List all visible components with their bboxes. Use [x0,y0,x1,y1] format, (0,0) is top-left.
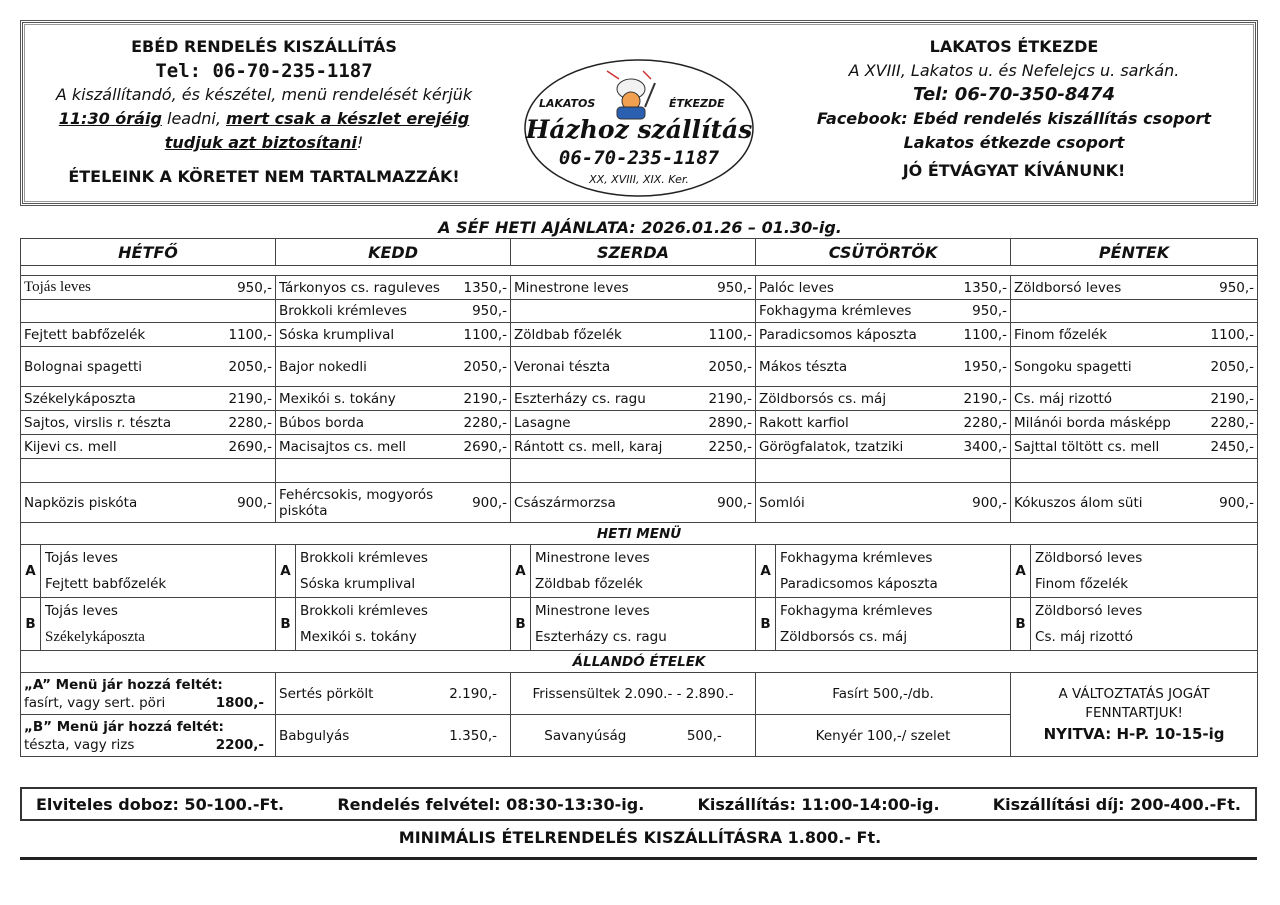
order-guarantee-end: ! [356,133,364,152]
dish-name: Lasagne [514,414,571,431]
menu-cell [1011,323,1258,347]
dish-price: 950,- [972,303,1008,319]
menu-cell [1011,435,1258,459]
dish-name: Sóska krumplival [279,326,395,343]
menu-row [21,411,1258,435]
permanent-item [756,673,1011,715]
order-hours: Rendelés felvétel: 08:30-13:30-ig. [337,794,645,814]
menu-cell [21,483,276,523]
menu-cell [511,459,756,483]
weekly-menu-cell [296,598,511,651]
menu-cell [1011,387,1258,411]
order-guarantee-line [29,131,499,155]
menu-cell [511,387,756,411]
menu-main: Cs. máj rizottó [1035,629,1134,645]
menu-main: Finom főzelék [1035,576,1129,592]
permanent-menu-desc: fasírt, vagy sert. pöri [24,694,166,711]
notice-cell [1011,673,1258,757]
menu-main: Eszterházy cs. ragu [535,629,667,645]
dish-price: 1950,- [963,358,1008,375]
dish-name: Songoku spagetti [1014,358,1132,375]
menu-soup: Fokhagyma krémleves [780,550,933,566]
header-left [29,35,499,189]
permanent-item [511,715,756,757]
weekly-menu-cell [41,598,276,651]
menu-soup: Minestrone leves [535,603,650,619]
menu-soup: Fokhagyma krémleves [780,603,933,619]
menu-row [21,276,1258,300]
dish-price: 900,- [1219,494,1255,511]
menu-main: Mexikói s. tokány [300,629,417,645]
permanent-item-name: Sertés pörkölt [279,685,374,702]
menu-cell [1011,483,1258,523]
permanent-item [276,715,511,757]
menu-cell [511,435,756,459]
menu-cell [276,276,511,300]
weekly-menu-a-row [21,545,1258,598]
permanent-menu-price: 2200,- [215,736,265,753]
minimum-order: MINIMÁLIS ÉTELRENDELÉS KISZÁLLÍTÁSRA 1.800.- Ft. [398,828,882,847]
permanent-row [21,673,1258,715]
dish-price: 2890,- [708,414,753,431]
menu-cell [21,323,276,347]
dish-name: Fehércsokis, mogyorós piskóta [279,486,434,519]
menu-cell [1011,300,1258,323]
dish-name: Zöldborsós cs. máj [759,390,887,407]
day-header: HÉTFŐ [21,239,276,266]
dish-name: Minestrone leves [514,279,629,296]
dish-price: 2190,- [463,390,508,407]
takeaway-box-price: Elviteles doboz: 50-100.-Ft. [36,794,285,814]
dish-name: Tojás leves [24,279,91,295]
dish-price: 1350,- [963,279,1008,296]
chef-icon [607,71,655,119]
menu-cell [756,483,1011,523]
dish-price: 1100,- [963,326,1008,343]
dish-name: Búbos borda [279,414,364,431]
menu-cell [1011,347,1258,387]
weekly-menu-cell [531,598,756,651]
dish-price: 2280,- [463,414,508,431]
dish-name: Paradicsomos káposzta [759,326,917,343]
menu-main: Fejtett babfőzelék [45,576,167,592]
dish-price: 2190,- [1210,390,1255,407]
dish-name: Tárkonyos cs. raguleves [279,279,440,296]
menu-letter: A [511,545,531,598]
menu-cell [276,323,511,347]
notice-line2: FENNTARTJUK! [1085,704,1183,721]
menu-cell [756,276,1011,300]
dish-price: 3400,- [963,438,1008,455]
menu-cell [511,483,756,523]
dish-price: 2280,- [963,414,1008,431]
menu-soup: Zöldborsó leves [1035,550,1143,566]
weekly-menu-b-row [21,598,1258,651]
menu-cell [756,300,1011,323]
header-box [20,20,1258,206]
footer-divider [20,857,1257,860]
permanent-header-label: ÁLLANDÓ ÉTELEK [21,651,1258,673]
logo-phone: 06-70-235-1187 [558,147,720,169]
menu-main: Zöldbab főzelék [535,576,643,592]
order-deadline-mid: leadni, [161,109,226,128]
dish-name: Veronai tészta [514,358,611,375]
menu-letter: B [21,598,41,651]
permanent-item-name: Savanyúság [544,727,627,744]
dish-name: Fokhagyma krémleves [759,303,912,319]
dish-price: 950,- [472,303,508,319]
permanent-item-name: Frissensültek 2.090.- - 2.890.- [532,685,734,702]
menu-cell [511,300,756,323]
dish-price: 950,- [237,279,273,296]
day-header: SZERDA [511,239,756,266]
dish-name: Rakott karfiol [759,414,849,431]
menu-letter: B [511,598,531,651]
menu-cell [1011,459,1258,483]
permanent-menu-price: 1800,- [215,694,265,711]
menu-soup: Minestrone leves [535,550,650,566]
menu-cell [276,483,511,523]
menu-main: Paradicsomos káposzta [780,576,938,592]
order-delivery-title: EBÉD RENDELÉS KISZÁLLÍTÁS [131,37,397,56]
order-note-line: A kiszállítandó, és készétel, menü rendelését kérjük [55,85,473,104]
dish-price: 950,- [717,279,753,296]
permanent-item [756,715,1011,757]
menu-cell [21,276,276,300]
dish-price: 2280,- [1210,414,1255,431]
dish-price: 2690,- [228,438,273,455]
menu-letter: B [276,598,296,651]
menu-cell [756,347,1011,387]
delivery-fee: Kiszállítási díj: 200-400.-Ft. [992,794,1241,814]
weekly-menu-cell [776,598,1011,651]
weekly-menu-header-label: HETI MENÜ [21,523,1258,545]
restaurant-address: A XVIII, Lakatos u. és Nefelejcs u. sarkán. [848,61,1180,80]
menu-cell [21,459,276,483]
day-header: KEDD [276,239,511,266]
menu-cell [511,323,756,347]
dish-name: Mexikói s. tokány [279,390,396,407]
menu-cell [276,300,511,323]
dish-price: 2280,- [228,414,273,431]
menu-soup: Brokkoli krémleves [300,550,428,566]
menu-cell [1011,276,1258,300]
menu-letter: A [276,545,296,598]
menu-cell [276,387,511,411]
dish-price: 900,- [972,494,1008,511]
weekly-menu-table [20,238,1258,757]
dish-price: 1100,- [1210,326,1255,343]
dish-name: Sajttal töltött cs. mell [1014,438,1160,455]
permanent-menu-title: „B” Menü jár hozzá feltét: [24,718,224,735]
menu-row [21,387,1258,411]
permanent-item [511,673,756,715]
dish-name: Kijevi cs. mell [24,438,117,455]
restaurant-group: Lakatos étkezde csoport [903,133,1125,152]
dish-price: 900,- [717,494,753,511]
menu-row [21,300,1258,323]
permanent-item-price: 2.190,- [449,685,498,702]
dish-price: 2450,- [1210,438,1255,455]
logo-word-right: ÉTKEZDE [669,97,725,110]
dish-price: 1100,- [708,326,753,343]
weekly-menu-cell [776,545,1011,598]
spacer-row [21,266,1258,276]
dish-name: Zöldbab főzelék [514,326,622,343]
dish-name: Napközis piskóta [24,494,138,511]
logo-title: Házhoz szállítás [525,115,753,144]
weekly-menu-cell [296,545,511,598]
menu-cell [276,435,511,459]
dish-price: 2250,- [708,438,753,455]
menu-cell [21,411,276,435]
dish-price: 1100,- [228,326,273,343]
weekly-menu-cell [1031,545,1258,598]
menu-cell [21,387,276,411]
dish-name: Rántott cs. mell, karaj [514,438,663,455]
dish-price: 1100,- [463,326,508,343]
weekly-menu-header [21,523,1258,545]
menu-letter: A [21,545,41,598]
weekly-offer-title: A SÉF HETI AJÁNLATA: 2026.01.26 – 01.30-ig. [438,218,842,237]
permanent-menu-cell [21,673,276,715]
dish-price: 900,- [472,494,508,511]
dish-name: Fejtett babfőzelék [24,326,146,343]
menu-cell [756,387,1011,411]
dish-price: 950,- [1219,279,1255,296]
opening-hours: NYITVA: H-P. 10-15-ig [1043,724,1225,743]
permanent-menu-cell [21,715,276,757]
dish-price: 2050,- [463,358,508,375]
menu-main: Sóska krumplival [300,576,416,592]
menu-cell [511,347,756,387]
dish-name: Sajtos, virslis r. tészta [24,414,172,431]
restaurant-phone: Tel: 06-70-350-8474 [913,84,1115,105]
menu-main: Zöldborsós cs. máj [780,629,908,645]
menu-letter: A [756,545,776,598]
delivery-hours: Kiszállítás: 11:00-14:00-ig. [697,794,940,814]
weekly-menu-cell [1031,598,1258,651]
menu-row [21,483,1258,523]
order-guarantee: tudjuk azt biztosítani [164,133,357,152]
menu-cell [511,276,756,300]
dish-name: Bajor nokedli [279,358,367,375]
menu-cell [21,300,276,323]
dish-name: Eszterházy cs. ragu [514,390,646,407]
menu-cell [276,347,511,387]
dish-name: Finom főzelék [1014,326,1108,343]
permanent-item-name: Babgulyás [279,727,350,744]
permanent-item-price: 500,- [686,727,722,744]
order-deadline: 11:30 óráig [58,109,162,128]
menu-letter: B [756,598,776,651]
dish-name: Mákos tészta [759,358,848,375]
dish-price: 2690,- [463,438,508,455]
menu-cell [1011,411,1258,435]
dish-name: Zöldborsó leves [1014,279,1122,296]
footer-info-box [20,787,1257,821]
dish-name: Brokkoli krémleves [279,303,407,319]
permanent-menu-desc: tészta, vagy rizs [24,736,135,753]
menu-row [21,459,1258,483]
permanent-item-price: 1.350,- [449,727,498,744]
dish-price: 2050,- [228,358,273,375]
order-stock-note: mert csak a készlet erejéig [226,109,470,128]
permanent-header [21,651,1258,673]
facebook-group: Facebook: Ebéd rendelés kiszállítás csoport [816,109,1212,128]
dish-price: 1350,- [463,279,508,296]
menu-row [21,347,1258,387]
notice-line1: A VÁLTOZTATÁS JOGÁT [1058,685,1210,702]
restaurant-name: LAKATOS ÉTKEZDE [929,37,1099,56]
menu-soup: Brokkoli krémleves [300,603,428,619]
permanent-item-name: Fasírt 500,-/db. [832,685,934,702]
dish-price: 2190,- [228,390,273,407]
dish-name: Bolognai spagetti [24,358,143,375]
day-header: CSÜTÖRTÖK [756,239,1011,266]
menu-cell [756,435,1011,459]
menu-row [21,435,1258,459]
menu-cell [511,411,756,435]
order-deadline-line [29,107,499,131]
permanent-item-name: Kenyér 100,-/ szelet [815,727,951,744]
dish-price: 2050,- [1210,358,1255,375]
dish-name: Görögfalatok, tzatziki [759,438,904,455]
menu-letter: A [1011,545,1031,598]
menu-cell [756,323,1011,347]
menu-cell [276,459,511,483]
header-right [779,35,1249,183]
menu-cell [756,411,1011,435]
dish-name: Székelykáposzta [24,390,136,407]
menu-main: Székelykáposzta [45,629,145,645]
dish-price: 2190,- [963,390,1008,407]
menu-letter: B [1011,598,1031,651]
menu-cell [21,347,276,387]
day-header-row [21,239,1258,266]
dish-price: 2050,- [708,358,753,375]
order-phone: Tel: 06-70-235-1187 [155,60,373,82]
logo [521,43,757,201]
weekly-menu-cell [41,545,276,598]
permanent-menu-title: „A” Menü jár hozzá feltét: [24,676,223,693]
weekly-menu-cell [531,545,756,598]
dish-name: Palóc leves [759,279,834,296]
logo-districts: XX, XVIII, XIX. Ker. [589,173,689,186]
dish-name: Macisajtos cs. mell [279,438,407,455]
menu-soup: Zöldborsó leves [1035,603,1143,619]
menu-cell [21,435,276,459]
dish-name: Császármorzsa [514,494,616,511]
dish-price: 2190,- [708,390,753,407]
dish-price: 900,- [237,494,273,511]
logo-word-left: LAKATOS [539,97,596,110]
bon-appetit: JÓ ÉTVÁGYAT KÍVÁNUNK! [902,161,1126,180]
dish-name: Somlói [759,494,805,511]
dish-name: Cs. máj rizottó [1014,390,1113,407]
menu-cell [756,459,1011,483]
menu-soup: Tojás leves [45,603,118,619]
permanent-item [276,673,511,715]
side-dish-note: ÉTELEINK A KÖRETET NEM TARTALMAZZÁK! [68,167,460,186]
menu-row [21,323,1258,347]
day-header: PÉNTEK [1011,239,1258,266]
menu-cell [276,411,511,435]
dish-name: Milánói borda másképp [1014,414,1171,431]
dish-name: Kókuszos álom süti [1014,494,1143,511]
menu-soup: Tojás leves [45,550,118,566]
